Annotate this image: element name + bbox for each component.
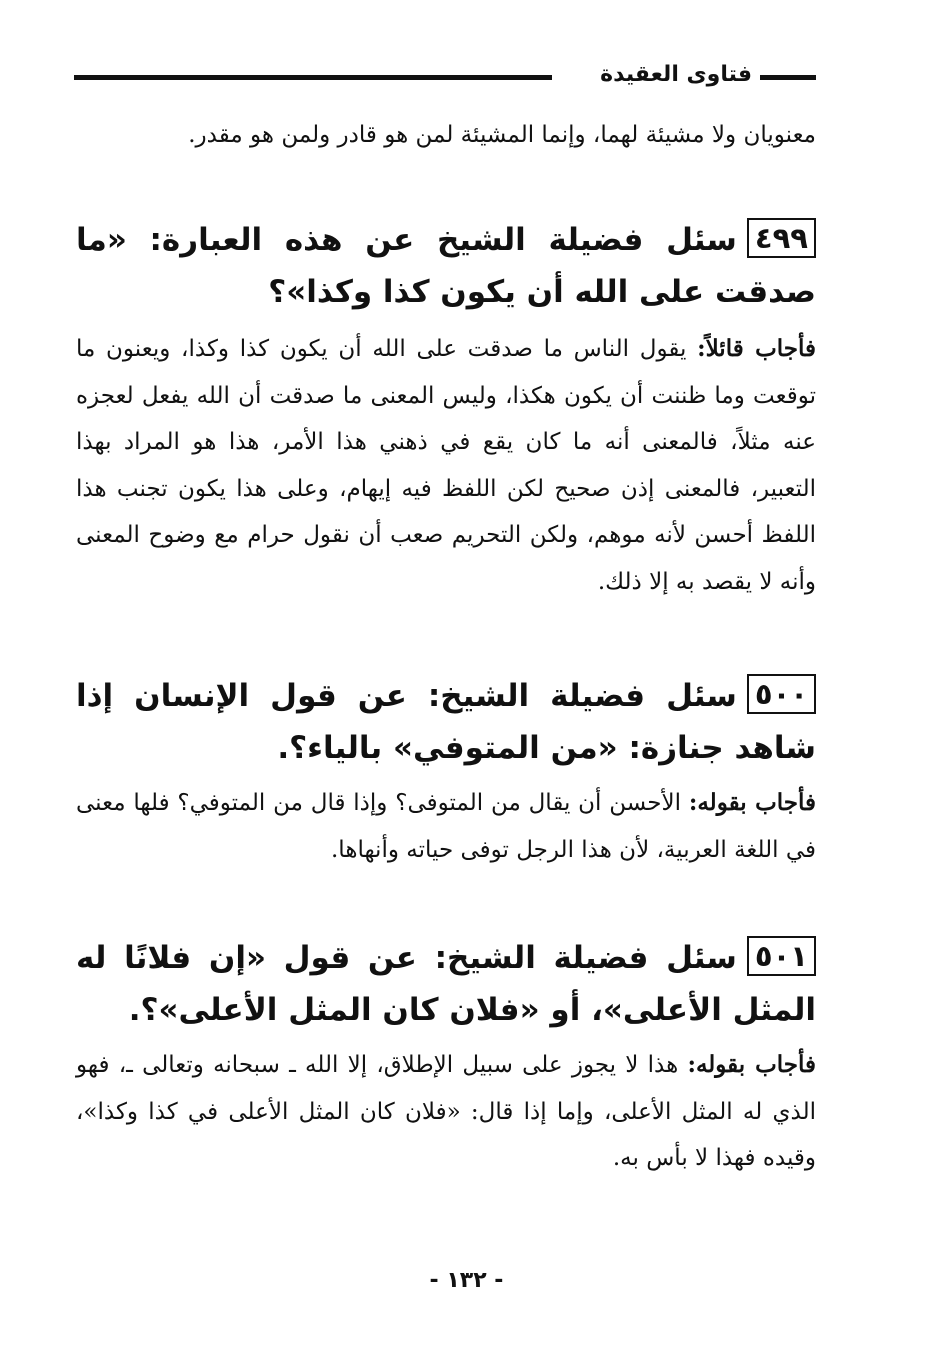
fatwa-number-box: ٥٠٠ xyxy=(747,674,816,714)
answer-text: يقول الناس ما صدقت على الله أن يكون كذا وكذا، ويعنون ما توقعت وما ظننت أن يكون هكذا، وليس المعنى ما صدقت أن الله يفعل لعجزه عنه مثلاً، فالمعنى أنه ما كان يقع في ذهني هذا الأمر، هذا هو المراد بهذا التعبير، فالمعنى إذن صحيح لكن اللفظ فيه إيهام، وعلى هذا يكون تجنب هذا اللفظ أحسن لأنه موهم، ولكن التحريم صعب أن نقول حرام مع وضوح المعنى وأنه لا يقصد به إلا ذلك. xyxy=(76,336,816,595)
intro-block xyxy=(76,112,816,159)
answer-text: الأحسن أن يقال من المتوفى؟ وإذا قال من المتوفي؟ فلها معنى في اللغة العربية، لأن هذا الرجل توفى حياته وأنهاها. xyxy=(76,790,816,863)
fatwa-499 xyxy=(76,214,816,605)
fatwa-question-text: سئل فضيلة الشيخ: عن قول الإنسان إذا شاهد جنازة: «من المتوفي» بالياء؟. xyxy=(76,678,816,766)
book-title: فتاوى العقيدة xyxy=(600,62,752,87)
intro-paragraph: معنويان ولا مشيئة لهما، وإنما المشيئة لمن هو قادر ولمن هو مقدر. xyxy=(188,122,816,148)
fatwa-number-box: ٤٩٩ xyxy=(747,218,816,258)
fatwa-500 xyxy=(76,670,816,873)
fatwa-answer xyxy=(76,1042,816,1182)
answer-lead: فأجاب بقوله: xyxy=(688,789,817,816)
answer-lead: فأجاب بقوله: xyxy=(687,1051,816,1078)
answer-lead: فأجاب قائلاً: xyxy=(697,335,816,362)
fatwa-number-box: ٥٠١ xyxy=(747,936,816,976)
fatwa-question-text: سئل فضيلة الشيخ: عن قول «إن فلانًا له المثل الأعلى»، أو «فلان كان المثل الأعلى»؟. xyxy=(76,940,816,1028)
page-number: - ١٣٢ - xyxy=(429,1268,504,1293)
fatwa-question xyxy=(76,670,816,774)
fatwa-answer xyxy=(76,326,816,605)
fatwa-501 xyxy=(76,932,816,1182)
fatwa-question xyxy=(76,214,816,318)
header-rule-long xyxy=(74,75,552,80)
fatwa-question xyxy=(76,932,816,1036)
answer-text: هذا لا يجوز على سبيل الإطلاق، إلا الله ـ سبحانه وتعالى ـ، فهو الذي له المثل الأعلى، وإما إذا قال: «فلان كان المثل الأعلى في كذا وكذا»، وقيده فهذا لا بأس به. xyxy=(76,1052,816,1171)
fatwa-answer xyxy=(76,780,816,873)
running-header xyxy=(74,58,816,92)
fatwa-question-text: سئل فضيلة الشيخ عن هذه العبارة: «ما صدقت على الله أن يكون كذا وكذا»؟ xyxy=(76,222,816,310)
header-rule-short xyxy=(760,75,816,80)
